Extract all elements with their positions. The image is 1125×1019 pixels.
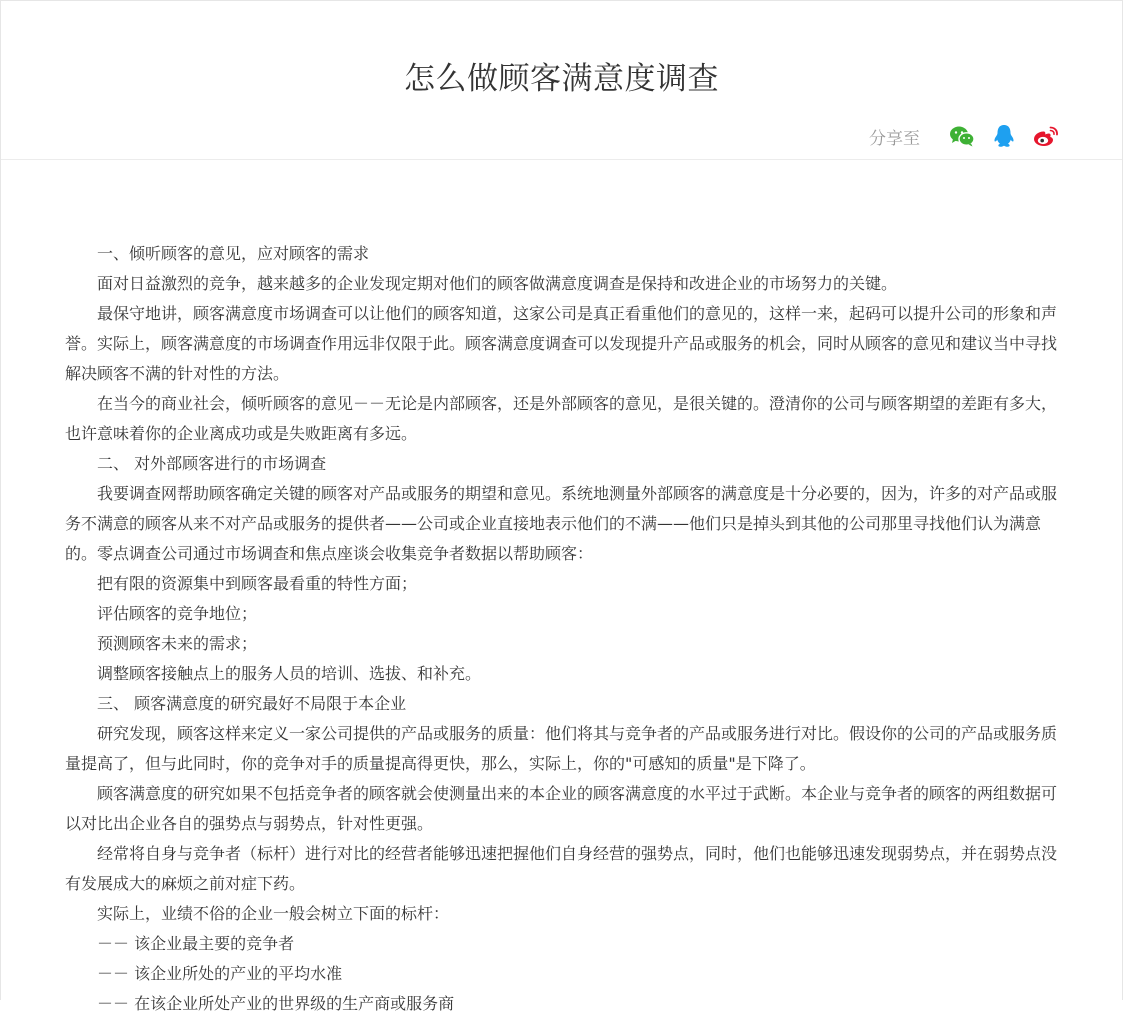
paragraph: 实际上，业绩不俗的企业一般会树立下面的标杆：: [97, 904, 450, 923]
paragraph: 一、倾听顾客的意见，应对顾客的需求: [97, 244, 370, 263]
weibo-icon[interactable]: [1032, 122, 1060, 150]
paragraph: 在当今的商业社会，倾听顾客的意见－－无论是内部顾客，还是外部顾客的意见，是很关键的。澄清你的公司与顾客期望的差距有多大，也许意味着你的企业离成功或是失败距离有多远。: [65, 394, 1058, 443]
paragraph: －－ 该企业最主要的竞争者: [97, 934, 295, 953]
paragraph: 预测顾客未来的需求；: [97, 634, 258, 653]
paragraph: 我要调查网帮助顾客确定关键的顾客对产品或服务的期望和意见。系统地测量外部顾客的满意度是十分必要的，因为，许多的对产品或服务不满意的顾客从来不对产品或服务的提供者——公司或企业直接地表示他们的不满——他们只是掉头到其他的公司那里寻找他们认为满意的。零点调查公司通过市场调查和焦点座谈会收集竞争者数据以帮助顾客：: [65, 484, 1058, 563]
paragraph: 面对日益激烈的竞争，越来越多的企业发现定期对他们的顾客做满意度调查是保持和改进企业的市场努力的关键。: [97, 274, 898, 293]
paragraph: 经常将自身与竞争者（标杆）进行对比的经营者能够迅速把握他们自身经营的强势点，同时，他们也能够迅速发现弱势点，并在弱势点没有发展成大的麻烦之前对症下药。: [65, 844, 1058, 893]
share-label: 分享至: [869, 128, 920, 149]
article-title: 怎么做顾客满意度调查: [404, 61, 719, 97]
paragraph: 把有限的资源集中到顾客最看重的特性方面；: [97, 574, 418, 593]
article-header: [1, 1, 1122, 160]
paragraph: 调整顾客接触点上的服务人员的培训、选拔、和补充。: [97, 664, 482, 683]
qq-icon[interactable]: [990, 122, 1018, 150]
paragraph: 二、 对外部顾客进行的市场调查: [97, 454, 327, 473]
share-bar: [869, 121, 1060, 151]
paragraph: －－ 在该企业所处产业的世界级的生产商或服务商: [97, 994, 455, 1013]
paragraph: 顾客满意度的研究如果不包括竞争者的顾客就会使测量出来的本企业的顾客满意度的水平过于武断。本企业与竞争者的顾客的两组数据可以对比出企业各自的强势点与弱势点，针对性更强。: [65, 784, 1058, 833]
paragraph: 评估顾客的竞争地位；: [97, 604, 258, 623]
wechat-icon[interactable]: [948, 122, 976, 150]
paragraph: －－ 该企业所处的产业的平均水准: [97, 964, 343, 983]
paragraph: 三、 顾客满意度的研究最好不局限于本企业: [97, 694, 407, 713]
article-body: [65, 239, 1063, 1019]
paragraph: 研究发现，顾客这样来定义一家公司提供的产品或服务的质量：他们将其与竞争者的产品或服务进行对比。假设你的公司的产品或服务质量提高了，但与此同时，你的竞争对手的质量提高得更快，那么，实际上，你的"可感知的质量"是下降了。: [65, 724, 1058, 773]
paragraph: 最保守地讲，顾客满意度市场调查可以让他们的顾客知道，这家公司是真正看重他们的意见的，这样一来，起码可以提升公司的形象和声誉。实际上，顾客满意度的市场调查作用远非仅限于此。顾客满意度调查可以发现提升产品或服务的机会，同时从顾客的意见和建议当中寻找解决顾客不满的针对性的方法。: [65, 304, 1058, 383]
